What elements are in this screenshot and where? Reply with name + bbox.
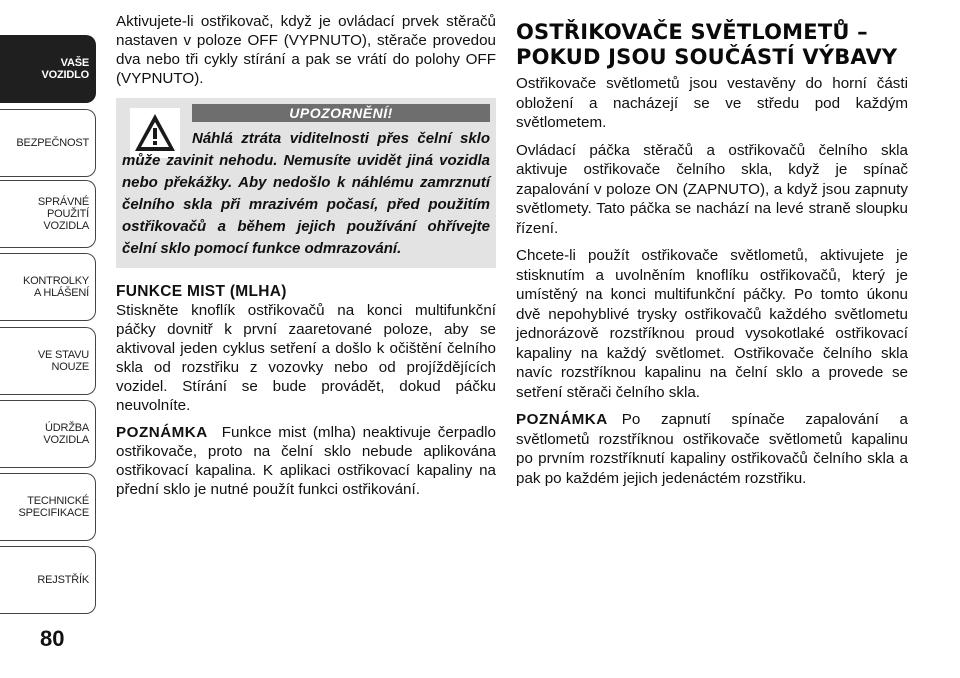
tab-bezpecnost[interactable] bbox=[0, 109, 96, 177]
tab-label: REJSTŘÍK bbox=[37, 574, 89, 586]
tab-vase-vozidlo[interactable] bbox=[0, 35, 96, 103]
section-heading-mist: FUNKCE MIST (MLHA) bbox=[116, 283, 287, 300]
intro-paragraph: Aktivujete-li ostřikovač, když je ovládací prvek stěračů nastaven v poloze OFF (VYPNUTO), stěrače provedou dva nebo tři cykly stírání a pak se vrátí do polohy OFF (VYPNUTO). bbox=[116, 13, 496, 87]
warning-text: Náhlá ztráta viditelnosti přes čelní sklo může zavinit nehodu. Nemusíte uvidět jiná vozidla nebo překážky. Aby nedošlo k náhlému zamrznutí čelního skla při mrazivém počasí, před použitím ostřikovačů a během jejich používání ohřívejte čelní sklo pomocí funkce odmrazování. bbox=[122, 130, 490, 257]
tab-spravne-pouziti[interactable] bbox=[0, 180, 96, 248]
note-label: POZNÁMKA bbox=[516, 411, 608, 428]
tab-label: ÚDRŽBA VOZIDLA bbox=[43, 422, 89, 446]
tab-technicke-specifikace[interactable] bbox=[0, 473, 96, 541]
paragraph-2: Ovládací páčka stěračů a ostřikovačů čelního skla aktivuje ostřikovače čelního skla, když je spínač zapalování v poloze ON (ZAPNUTO), a když jsou zapnuty světlomety. Tato páčka se nachází na levé straně sloupku řízení. bbox=[516, 141, 908, 237]
tab-label: KONTROLKY A HLÁŠENÍ bbox=[22, 275, 89, 299]
tab-rejstrik[interactable] bbox=[0, 546, 96, 614]
chapter-tabs bbox=[0, 0, 100, 678]
left-column bbox=[116, 12, 496, 507]
section-heading-headlamp-washers: OSTŘIKOVAČE SVĚTLOMETŮ – POKUD JSOU SOUČÁSTÍ VÝBAVY bbox=[516, 20, 898, 69]
warning-box bbox=[116, 98, 496, 268]
tab-udrzba[interactable] bbox=[0, 400, 96, 468]
paragraph-3: Chcete-li použít ostřikovače světlometů, aktivujete je stisknutím a uvolněním knoflíku ostřikovačů, který je umístěný na konci multifunkční páčky. Po tomto úkonu dvě nepohyblivé trysky ostřikovačů každého světlometu jednorázově rozstříknou proud vysokotlaké ostřikovací kapaliny na každý světlomet. Ostřikovače čelního skla navíc rozstříknou kapalinu na čelní sklo a provede se setření stěrači čelního skla. bbox=[516, 247, 908, 401]
tab-kontrolky[interactable] bbox=[0, 253, 96, 321]
tab-ve-stavu-nouze[interactable] bbox=[0, 327, 96, 395]
tab-label: TECHNICKÉ SPECIFIKACE bbox=[18, 495, 89, 519]
paragraph-1: Ostřikovače světlometů jsou vestavěny do horní části obložení a nacházejí se ve středu pod každým světlometem. bbox=[516, 75, 908, 131]
note-label: POZNÁMKA bbox=[116, 424, 208, 441]
tab-label: VE STAVU NOUZE bbox=[37, 349, 89, 373]
right-column bbox=[516, 20, 908, 496]
note-text: Po zapnutí spínače zapalování a světlometů rozstříknou ostřikovače světlometů kapalinu po prvním rozstříknutí kapaliny ostřikovačů čelního skla a pak po každém jejich jedenáctém rozstřiku. bbox=[516, 411, 908, 487]
tab-label: BEZPEČNOST bbox=[16, 137, 89, 149]
tab-label: SPRÁVNÉ POUŽITÍ VOZIDLA bbox=[37, 196, 89, 232]
warning-title: UPOZORNĚNÍ! bbox=[192, 104, 490, 122]
mist-paragraph: Stiskněte knoflík ostřikovačů na konci multifunkční páčky dovnitř k první zaaretované poloze, aby se aktivoval jeden cyklus setření a došlo k očištění čelního skla od rozstřiku z vozovky nebo od projíždějících vozidel. Stírání se bude provádět, dokud páčku neuvolníte. bbox=[116, 302, 496, 414]
page-number: 80 bbox=[40, 626, 65, 651]
note-text: Funkce mist (mlha) neaktivuje čerpadlo ostřikovače, proto na čelní sklo nebude aplikována ostřikovací kapalina. K aplikaci ostřikovací kapaliny na přední sklo je nutné použít funkci ostřikování. bbox=[116, 424, 496, 498]
tab-label: VAŠE VOZIDLO bbox=[41, 57, 89, 81]
note-paragraph bbox=[116, 423, 496, 499]
note-paragraph bbox=[516, 410, 908, 488]
